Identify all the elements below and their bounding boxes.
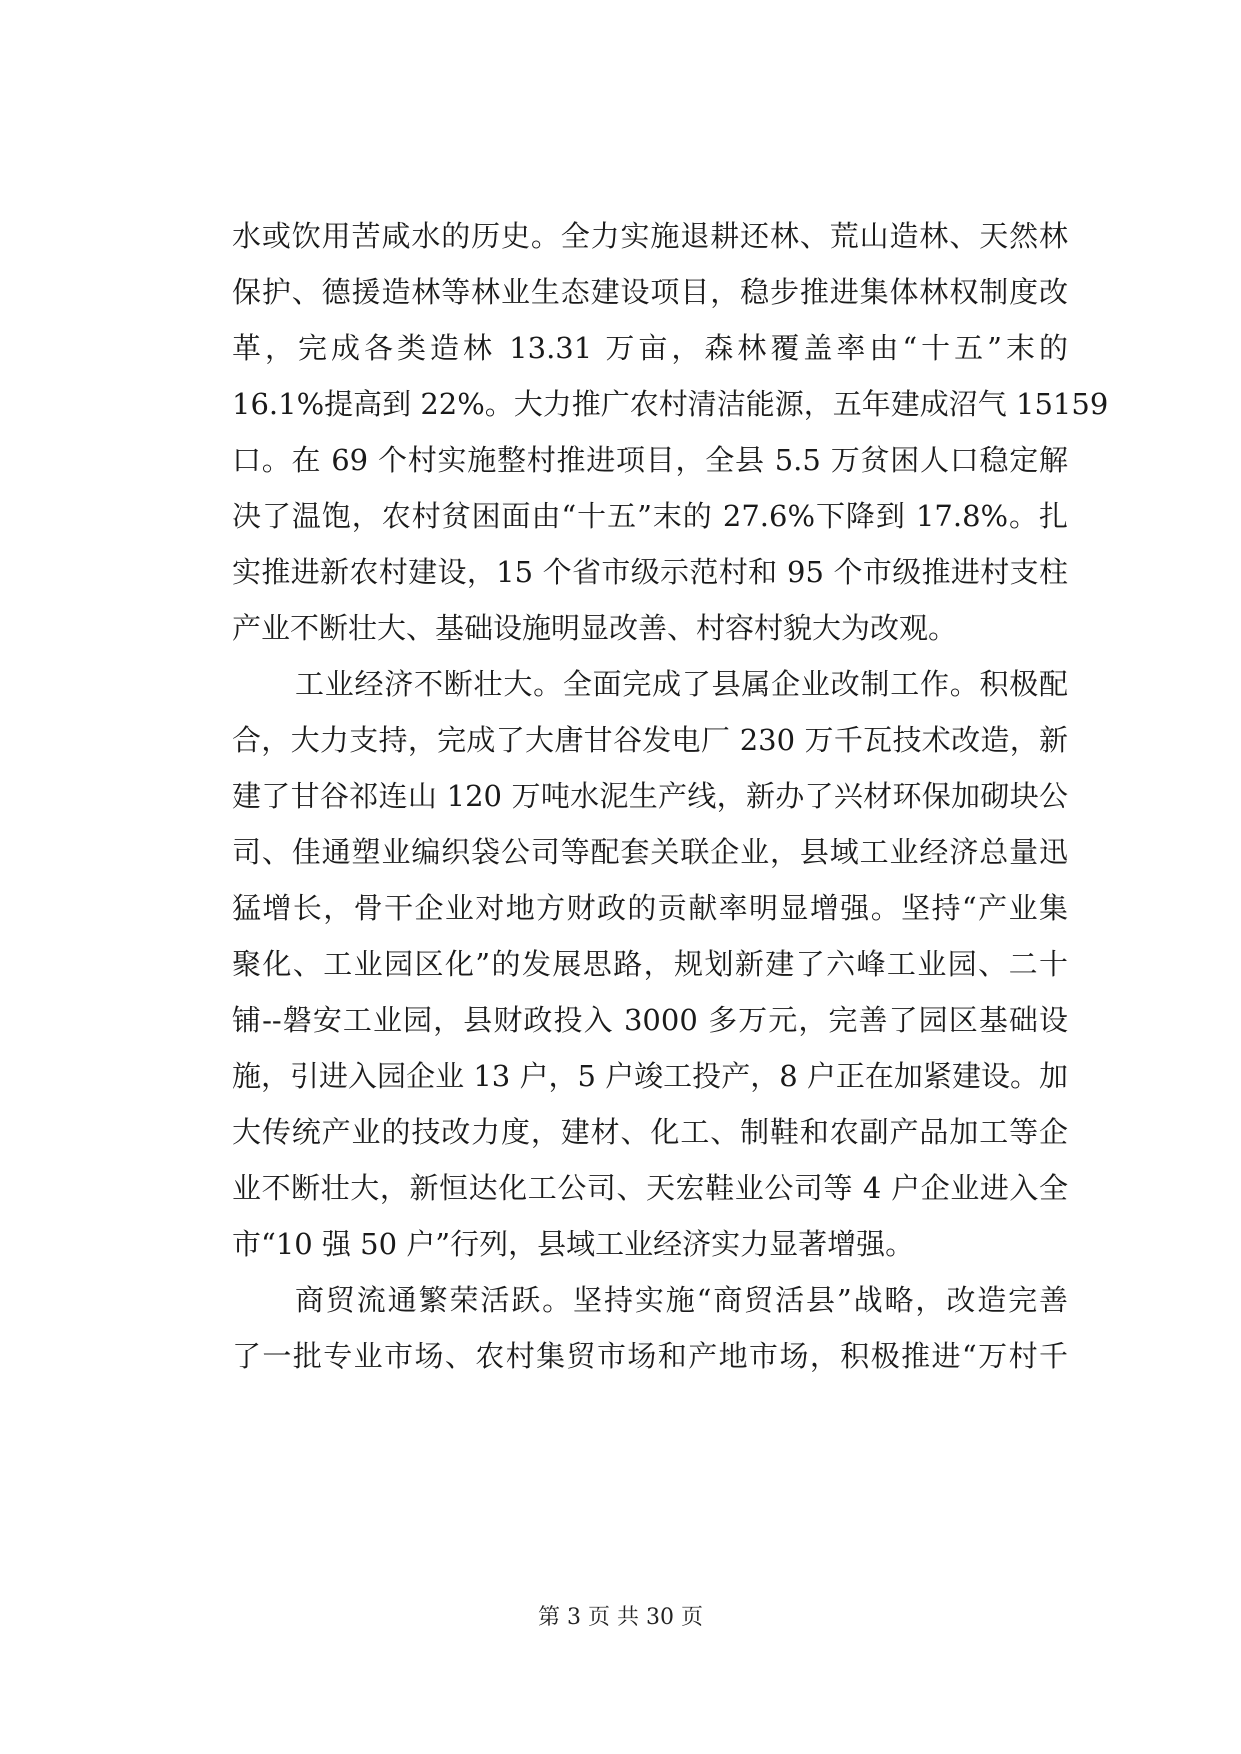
text-line: 铺--磐安工业园，县财政投入 3000 多万元，完善了园区基础设	[232, 1003, 1068, 1037]
text-line: 大传统产业的技改力度，建材、化工、制鞋和农副产品加工等企	[232, 1115, 1068, 1149]
text-line: 水或饮用苦咸水的历史。全力实施退耕还林、荒山造林、天然林	[232, 219, 1068, 253]
text-line: 施，引进入园企业 13 户，5 户竣工投产，8 户正在加紧建设。加	[232, 1059, 1068, 1093]
text-line: 了一批专业市场、农村集贸市场和产地市场，积极推进“万村千	[232, 1339, 1068, 1373]
text-line: 实推进新农村建设，15 个省市级示范村和 95 个市级推进村支柱	[232, 555, 1068, 589]
text-line: 决了温饱，农村贫困面由“十五”末的 27.6%下降到 17.8%。扎	[232, 499, 1068, 533]
text-line: 口。在 69 个村实施整村推进项目，全县 5.5 万贫困人口稳定解	[232, 443, 1068, 477]
text-line: 革，完成各类造林 13.31 万亩，森林覆盖率由“十五”末的	[232, 331, 1068, 365]
text-line: 市“10 强 50 户”行列，县域工业经济实力显著增强。	[232, 1227, 915, 1261]
page-number-footer: 第 3 页 共 30 页	[538, 1605, 703, 1630]
text-line: 聚化、工业园区化”的发展思路，规划新建了六峰工业园、二十	[232, 947, 1068, 981]
text-line: 商贸流通繁荣活跃。坚持实施“商贸活县”战略，改造完善	[295, 1283, 1068, 1317]
text-line: 合，大力支持，完成了大唐甘谷发电厂 230 万千瓦技术改造，新	[232, 723, 1068, 757]
text-line: 司、佳通塑业编织袋公司等配套关联企业，县域工业经济总量迅	[232, 835, 1068, 869]
text-line: 产业不断壮大、基础设施明显改善、村容村貌大为改观。	[232, 611, 958, 645]
text-line: 业不断壮大，新恒达化工公司、天宏鞋业公司等 4 户企业进入全	[232, 1171, 1068, 1205]
text-line: 猛增长，骨干企业对地方财政的贡献率明显增强。坚持“产业集	[232, 891, 1068, 925]
text-line: 建了甘谷祁连山 120 万吨水泥生产线，新办了兴材环保加砌块公	[232, 779, 1068, 813]
text-line: 保护、德援造林等林业生态建设项目，稳步推进集体林权制度改	[232, 275, 1068, 309]
text-line: 16.1%提高到 22%。大力推广农村清洁能源，五年建成沼气 15159	[232, 387, 1109, 421]
text-line: 工业经济不断壮大。全面完成了县属企业改制工作。积极配	[295, 667, 1068, 701]
